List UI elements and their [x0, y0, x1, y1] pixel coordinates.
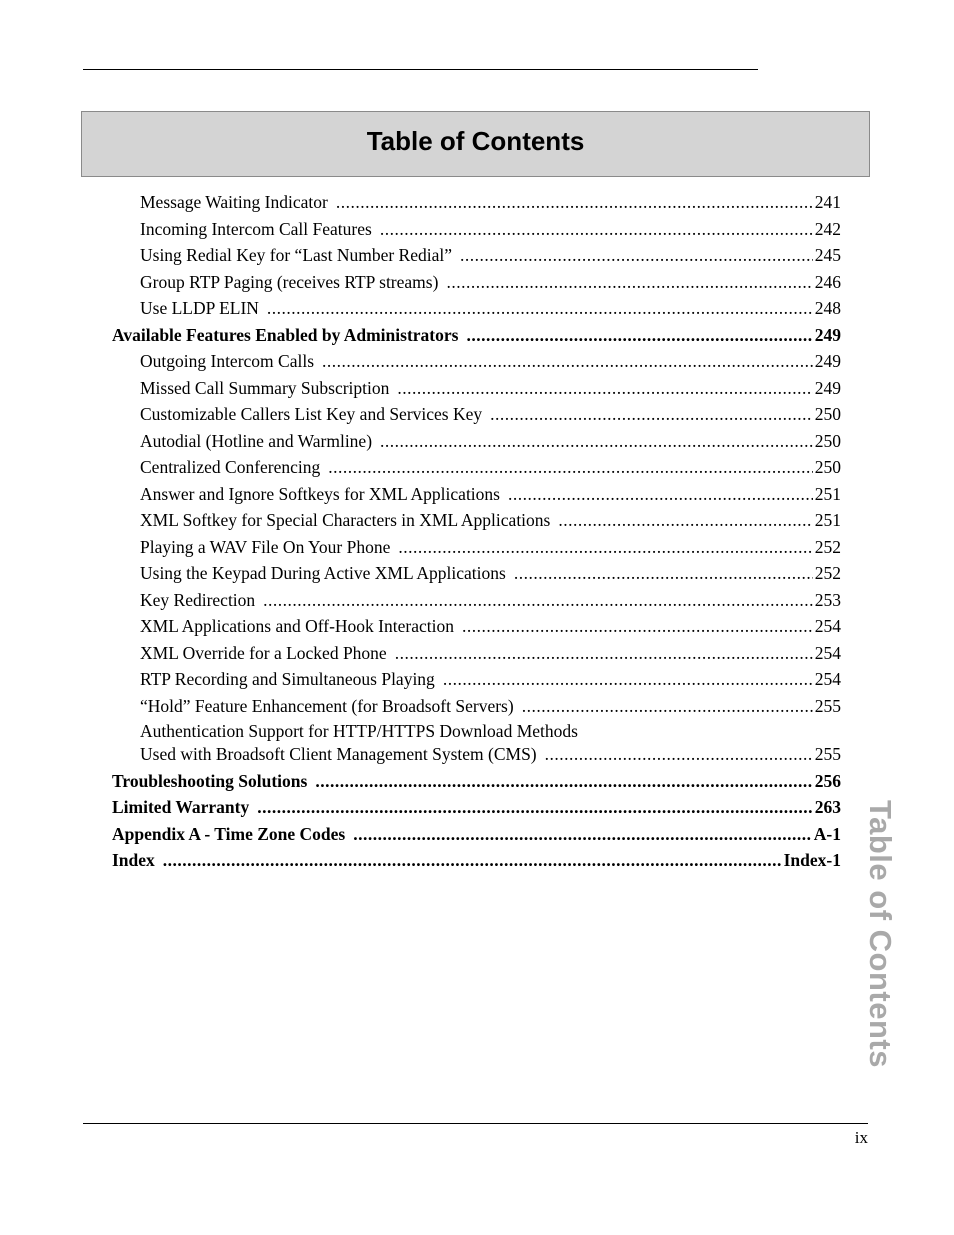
toc-entry-label: Troubleshooting Solutions — [112, 771, 308, 791]
toc-entry[interactable] — [140, 589, 841, 611]
toc-entry-page: 250 — [814, 431, 841, 451]
page-title: Table of Contents — [366, 126, 585, 156]
toc-entry-page: 254 — [814, 643, 841, 663]
toc-entry-label: Key Redirection — [140, 590, 256, 610]
toc-entry-label: XML Override for a Locked Phone — [140, 643, 387, 663]
toc-entry[interactable] — [140, 483, 841, 505]
leader-dots — [460, 244, 813, 266]
leader-dots — [466, 324, 812, 346]
toc-entry[interactable] — [140, 668, 841, 690]
toc-entry[interactable] — [112, 796, 841, 818]
toc-entry-page: 263 — [814, 797, 841, 817]
toc-entry-page: 252 — [814, 537, 841, 557]
toc-entry-label: Centralized Conferencing — [140, 457, 321, 477]
toc-entry-label: Customizable Callers List Key and Services Key — [140, 404, 483, 424]
toc-entry-label: Message Waiting Indicator — [140, 192, 328, 212]
toc-entry-label: Autodial (Hotline and Warmline) — [140, 431, 373, 451]
toc-entry-page: 241 — [814, 192, 841, 212]
leader-dots — [380, 430, 813, 452]
toc-entry[interactable] — [140, 377, 841, 399]
leader-dots — [522, 695, 813, 717]
leader-dots — [163, 849, 782, 871]
toc-entry-page: 254 — [814, 616, 841, 636]
toc-entry-label: Group RTP Paging (receives RTP streams) — [140, 272, 439, 292]
toc-entry-page: 245 — [814, 245, 841, 265]
leader-dots — [443, 668, 813, 690]
toc-entry[interactable] — [140, 218, 841, 240]
toc-entry-label: Using the Keypad During Active XML Applications — [140, 563, 506, 583]
toc-entry-page: 255 — [814, 744, 841, 764]
toc-entry[interactable] — [140, 271, 841, 293]
toc-entry-label: Using Redial Key for “Last Number Redial” — [140, 245, 452, 265]
toc-entry-page: 251 — [814, 510, 841, 530]
toc-entry-label: Incoming Intercom Call Features — [140, 219, 372, 239]
toc-entry-page: 252 — [814, 563, 841, 583]
leader-dots — [545, 743, 813, 765]
toc-entry-label: Use LLDP ELIN — [140, 298, 259, 318]
toc-entry-page: 256 — [814, 771, 841, 791]
toc-entry-page: 255 — [814, 696, 841, 716]
side-tab-label: Table of Contents — [863, 800, 898, 1068]
leader-dots — [558, 509, 812, 531]
leader-dots — [257, 796, 813, 818]
toc-entry-page: 250 — [814, 457, 841, 477]
toc-entry[interactable] — [140, 350, 841, 372]
page-number: ix — [854, 1128, 868, 1147]
toc-entry-page: A-1 — [813, 824, 841, 844]
toc-entry-page: 250 — [814, 404, 841, 424]
toc-entry[interactable] — [140, 244, 841, 266]
leader-dots — [462, 615, 813, 637]
toc-entry-label: XML Softkey for Special Characters in XML Applications — [140, 510, 551, 530]
toc-entry[interactable] — [140, 615, 841, 637]
leader-dots — [336, 191, 813, 213]
toc-entry-label: “Hold” Feature Enhancement (for Broadsoft Servers) — [140, 696, 514, 716]
toc-entry-page: 251 — [814, 484, 841, 504]
toc-entry-label: Outgoing Intercom Calls — [140, 351, 315, 371]
leader-dots — [395, 642, 813, 664]
toc-entry-page: 248 — [814, 298, 841, 318]
toc-entry-label-line2: Used with Broadsoft Client Management System (CMS) — [140, 744, 537, 764]
leader-dots — [446, 271, 812, 293]
toc-entry-label: Playing a WAV File On Your Phone — [140, 537, 391, 557]
toc-entry[interactable] — [140, 403, 841, 425]
leader-dots — [490, 403, 813, 425]
toc-entry[interactable] — [112, 849, 841, 871]
leader-dots — [380, 218, 813, 240]
toc-entry[interactable] — [140, 191, 841, 213]
side-tab — [863, 800, 928, 1110]
toc-entry[interactable] — [140, 456, 841, 478]
toc-entry-page: 246 — [814, 272, 841, 292]
toc-entry[interactable] — [140, 509, 841, 531]
leader-dots — [315, 770, 812, 792]
toc-entry[interactable] — [112, 770, 841, 792]
toc-entry-page: Index-1 — [783, 850, 841, 870]
bottom-rule — [83, 1123, 868, 1124]
toc-entry-page: 242 — [814, 219, 841, 239]
toc-entry-page: 253 — [814, 590, 841, 610]
toc-entry-page: 249 — [814, 351, 841, 371]
toc-entry[interactable] — [140, 743, 841, 765]
toc-entry-label: Limited Warranty — [112, 797, 250, 817]
toc-entry[interactable] — [140, 695, 841, 717]
leader-dots — [514, 562, 813, 584]
leader-dots — [263, 589, 813, 611]
toc-entry[interactable] — [140, 430, 841, 452]
toc-entry-label-line1[interactable]: Authentication Support for HTTP/HTTPS Download Methods — [140, 721, 578, 741]
toc-entry-label: Available Features Enabled by Administrators — [112, 325, 459, 345]
toc-entry-label: Missed Call Summary Subscription — [140, 378, 390, 398]
leader-dots — [322, 350, 813, 372]
leader-dots — [397, 377, 812, 399]
leader-dots — [508, 483, 813, 505]
leader-dots — [328, 456, 812, 478]
toc-entry[interactable] — [140, 297, 841, 319]
toc-entry[interactable] — [140, 642, 841, 664]
toc-entry[interactable] — [140, 536, 841, 558]
toc-entry-page: 249 — [814, 325, 841, 345]
toc-entry-label: Index — [112, 850, 155, 870]
leader-dots — [398, 536, 812, 558]
leader-dots — [353, 823, 812, 845]
toc-entry-label: Answer and Ignore Softkeys for XML Applications — [140, 484, 500, 504]
toc-entry-label: XML Applications and Off-Hook Interaction — [140, 616, 454, 636]
toc-entry[interactable] — [140, 562, 841, 584]
toc-entry[interactable] — [112, 324, 841, 346]
toc-entry[interactable] — [112, 823, 841, 845]
toc-entry-page: 254 — [814, 669, 841, 689]
toc-entry-label: Appendix A - Time Zone Codes — [112, 824, 346, 844]
toc-entry-page: 249 — [814, 378, 841, 398]
leader-dots — [267, 297, 813, 319]
toc-entry-label: RTP Recording and Simultaneous Playing — [140, 669, 435, 689]
